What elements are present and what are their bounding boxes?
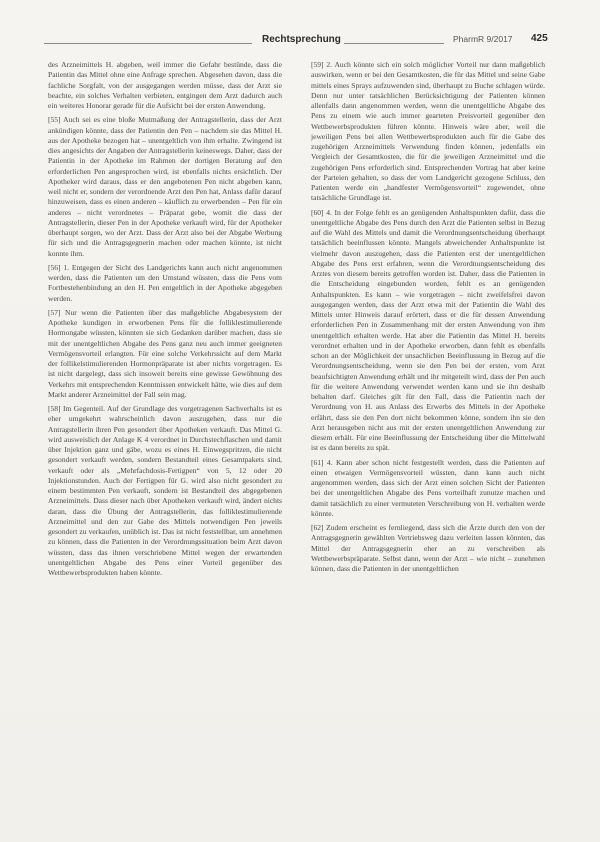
issue-label: PharmR 9/2017 (453, 34, 513, 44)
left-column (48, 60, 282, 820)
paragraph: [58] Im Gegenteil. Auf der Grundlage des vorgetragenen Sachverhalts ist es eher umgekehrt wahrscheinlich davon auszugehen, dass nur die Antragstellerin ihren Pen gesondert über Apotheken verkauft. Das Mittel G. wird ausweislich der Anlage K 4 verordnet in Durchstechflaschen und damit über Injektion ganz und gäbe, wozu es eines H. Einwegspritzen, die nicht gesondert verkauft werden, sondern Bestandteil eines Gesamtpakets sind, verkauft oder als „Mehrfachdosis-Fertigpen“ von 5, 12 oder 20 Injektionstunden. Auch der Fertigpen für G. wird also nicht gesondert zu einem bestimmten Pen verkauft, sondern ist Bestandteil des abgegebenen Arzneimittels. Dass dieser nach über Apotheken verkauft wird, ändert nichts daran, dass die Übung der Antragstellerin, das folliklestimulierende Arzneimittel und den zur Gabe des Mittels notwendigen Pen jeweils gesondert zu verkaufen, unüblich ist. Das ist nicht feststellbar, um annehmen zu können, dass die Patienten in der Verordnungssituation beim Arzt davon wüssten, dass das ihnen verschriebene Mittel wegen der erwartenden unentgeltlichen Abgabe des Pens einer Vorteil gegenüber des Wettbewerbsprodukten haben könnte. (48, 404, 282, 577)
header-rule-right (344, 43, 444, 44)
paragraph: [59] 2. Auch könnte sich ein solch möglicher Vorteil nur dann maßgeblich auswirken, wenn er bei den Gesamtkosten, die für das Mittel und seine Gabe mittels eines Sprays aufzuwenden sind, überhaupt zu Buche schlagen würde. Denn nur unter tatsächlichen Berücksichtigung der Patienten können allenfalls dann angenommen werden, wenn die unentgeltliche Abgabe des Pens zu einem wie auch immer gearteten Preisvorteil gegenüber den Wettbewerbsprodukten führen könnte. Hinweis wäre aber, weil die jeweiligen Pens bei allen Wettbewerbsprodukten auch für die Gabe des zugehörigen Arzneimittels Verwendung finden können, jedenfalls ein Vergleich der Gesamtkosten, die für die jeweiligen Arzneimittel und die zugehörigen Pens erforderlich sind. Entsprechenden Vortrag hat aber keine der Parteien gehalten, so dass der vom Landgericht gezogene Schluss, den Patienten werde ein „handfester Vermögensvorteil“ zugewendet, ohne tatsächliche Grundlage ist. (311, 60, 545, 203)
right-column (311, 60, 545, 820)
paragraph: des Arzneimittels H. abgeben, weil immer die Gefahr bestünde, dass die Patientin das Mittel ohne eine Anfrage sprechen. Abgesehen davon, dass die fachliche Sorgfalt, von der ausgegangen werden müsse, dass der Arzt sie beachte, ein solches Verhalten verbieten, entgingen dem Arzt dadurch auch ein weiteres Honorar gerade für die Aufsicht bei der ersten Anwendung. (48, 60, 282, 110)
paragraph: [57] Nur wenn die Patienten über das maßgebliche Abgabesystem der Apotheke kundigen in erworbenen Pens für die folliklestimulierende Hormongabe wüssten, könnten sie sich Gedanken darüber machen, dass sie mit der unentgeltlichen Abgabe des Pens ganz neu auch immer geeigneten Vermögensvorteil erlangten. Für eine solche Verkehrssicht auf dem Markt der follikelstimulierenden Hormonpräparate ist aber nichts vorgetragen. Es ist nicht dargelegt, dass sich insoweit bereits eine gewisse Gewöhnung des Verkehrs mit entsprechenden Kenntnissen entwickelt hätte, wie dies auf dem Markt anderer Arzneimittel der Fall sein mag. (48, 307, 282, 399)
section-title: Rechtsprechung (262, 34, 341, 45)
paragraph: [62] Zudem erscheint es fernliegend, dass sich die Ärzte durch den von der Antragsgegnerin gewählten Vertriebsweg dazu verleiten lassen könnten, das Mittel der Antragsgegnerin eher an zu verschreiben als Wettbewerbspräparate. Selbst dann, wenn der Arzt – wie nicht – zunehmen können, dass die Patienten in der unentgeltlichen (311, 523, 545, 573)
paragraph: [55] Auch sei es eine bloße Mutmaßung der Antragstellerin, dass der Arzt ankündigen könnte, dass der Patientin den Pen – nachdem sie das Mittel H. aus der Apotheke bezogen hat – unentgeltlich von ihm erhalte. Zwingend ist dies angesichts der Angaben der Antragstellerin keineswegs. Daher, dass der Patientin in der Apotheke im Rahmen der dortigen Beratung auf den erforderlichen Pen angesprochen wird, ist ebenfalls nichts ersichtlich. Der Apotheker wird daraus, dass er den angebotenen Pen nicht abgeben kann, weil nicht er, sondern der verordnende Arzt den Pen hat, Anlass dafür darauf hinzuweisen, dass es einen anderen – käuflich zu erwerbenden – Pen für ein anderes – nicht verordnetes – Präparat gebe, womit die dass der Antragstellerin, dieser Pen in der Apotheke verkauft wird, für der Apotheker überhaupt sorgen, wo der Arzt. Dass der Arzt also bei der Abgabe Werbung für sich und die Antragsgegnerin machen oder machen könnte, ist nicht konnte ihm. (48, 115, 282, 258)
paragraph: [56] 1. Entgegen der Sicht des Landgerichts kann auch nicht angenommen werden, dass die Patienten um den Umstand wüssten, dass die Pens vom Fortbestehenbindung an den H. Pen entgeltlich in der Apotheke abgegeben werden. (48, 262, 282, 303)
header-rule-left (44, 43, 252, 44)
page-number: 425 (531, 33, 548, 44)
paragraph: [61] 4. Kann aber schon nicht festgestellt werden, dass die Patienten auf einen etwaigen Vermögensvorteil wüssten, dann kann auch nicht angenommen werden, dass sich der Arzt einen solchen Sicht der Patienten bei der unentgeltlichen Abgabe des Pens vorteilhaft zunutze machen und damit tatsächlich zu einer vermuteten Verschreibung von H. verhalten werde könnte. (311, 457, 545, 518)
paragraph: [60] 4. In der Folge fehlt es an genügenden Anhaltspunkten dafür, dass die unentgeltliche Abgabe des Pens durch den Arzt die Patienten selbst in Bezug auf die Wahl des Mittels und damit die Verordnungsentscheidung überhaupt tatsächlich beeinflussen könnte. Mangels abweichender Anhaltspunkte ist vielmehr davon auszugehen, dass die Patienten erst der unentgeltlichen Abgabe des Pens erst erfahren, wenn die Verordnungsentscheidung des Arztes von diesem bereits getroffen worden ist. Daher, dass die Patienten in die Entscheidung eingebunden worden, fehlt es an genügenden Anhaltspunkten. Es kann – wie vorgetragen – nicht zweifelsfrei davon ausgegangen werden, dass der Arzt etwa mit der Patientin die Wahl des Mittels unter Hinweis darauf erörtert, dass er die für dessen Anwendung erforderlichen Pen in Zusammenhang mit der ersten Anwendung von ihm unentgeltlich erhalten werde. Hat aber die Patientin das Mittel H. bereits verordnet erhalten und in der Apotheke erworben, dann fehlt es ebenfalls schon an der Möglichkeit der unsachlichen Beeinflussung in Bezug auf die Verordnungsentscheidung, wenn sie den Pen bei der ersten, vom Arzt beaufsichtigten Anwendung erhält und ihr mitgeteilt wird, dass der Pen auch für die weitere Anwendung verwendet werden kann und sie ihn deshalb behalten darf. Gleiches gilt für den Fall, dass die Patientin nach der Verordnung von H. aus Anlass des Erwerbs des Mittels in der Apotheke erfährt, dass sie den Pen dort nicht bekommen könne, sondern ihn sie den Arzt herausgeben nicht aus mit der ersten unentgeltlichen Anwendung zur diesem erhält. Für eine Beeinflussung der Entscheidung über die Mittelwahl ist es dann bereits zu spät. (311, 207, 545, 453)
